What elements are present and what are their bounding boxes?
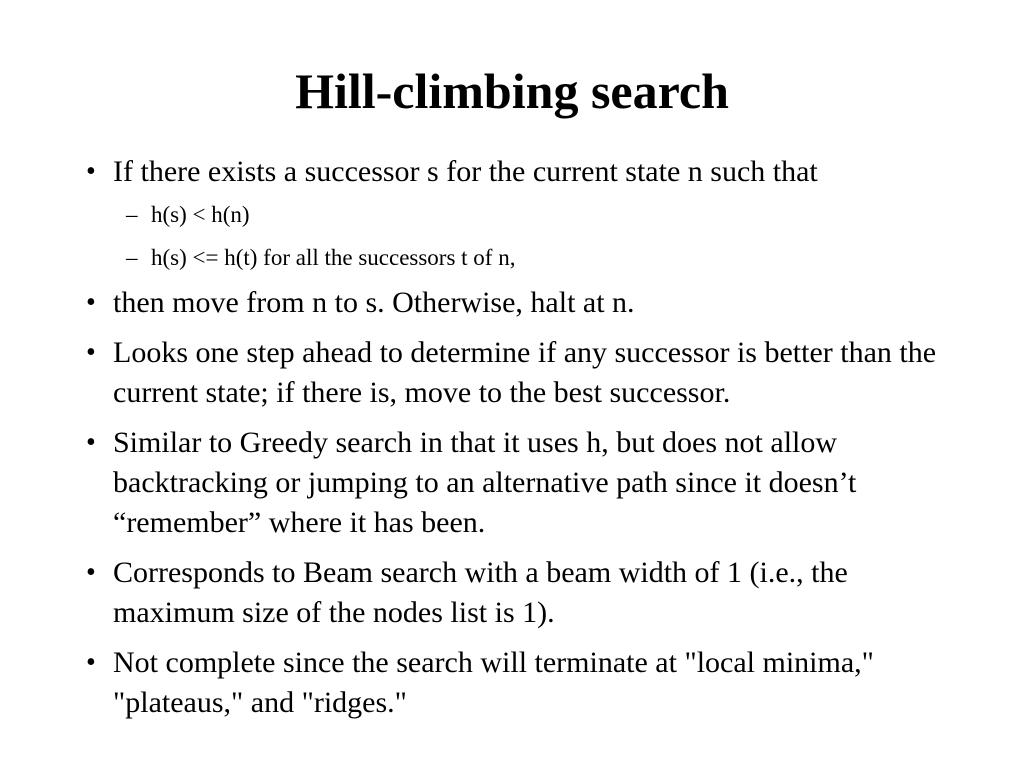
bullet-list xyxy=(86,152,966,723)
bullet-text: Similar to Greedy search in that it uses h, but does not allow backtracking or jumping to an alternative path since it doesn’t “remember” where it has been. xyxy=(113,426,857,539)
bullet-item xyxy=(86,643,966,723)
bullet-text: Corresponds to Beam search with a beam width of 1 (i.e., the maximum size of the nodes list is 1). xyxy=(113,556,848,629)
bullet-text: Not complete since the search will terminate at "local minima," "plateaus," and "ridges." xyxy=(113,646,874,719)
sub-bullet-item xyxy=(86,200,966,230)
bullet-item xyxy=(86,553,966,633)
bullet-text: Looks one step ahead to determine if any successor is better than the current state; if there is, move to the best successor. xyxy=(113,336,937,409)
bullet-marker: • xyxy=(86,427,96,458)
sub-bullet-item xyxy=(86,243,966,273)
dash-marker: – xyxy=(126,202,138,227)
bullet-item xyxy=(86,333,966,413)
bullet-marker: • xyxy=(86,647,96,678)
dash-marker: – xyxy=(126,245,138,270)
bullet-marker: • xyxy=(86,337,96,368)
bullet-marker: • xyxy=(86,557,96,588)
bullet-item xyxy=(86,283,966,323)
bullet-item xyxy=(86,152,966,192)
sub-bullet-list xyxy=(86,200,966,273)
bullet-marker: • xyxy=(86,287,96,318)
bullet-marker: • xyxy=(86,156,96,187)
slide-title: Hill-climbing search xyxy=(295,63,729,119)
sub-bullet-text: h(s) < h(n) xyxy=(151,202,250,227)
bullet-text: If there exists a successor s for the current state n such that xyxy=(113,155,818,188)
bullet-text: then move from n to s. Otherwise, halt at n. xyxy=(113,286,635,319)
sub-bullet-text: h(s) <= h(t) for all the successors t of n, xyxy=(151,245,516,270)
bullet-item xyxy=(86,423,966,543)
